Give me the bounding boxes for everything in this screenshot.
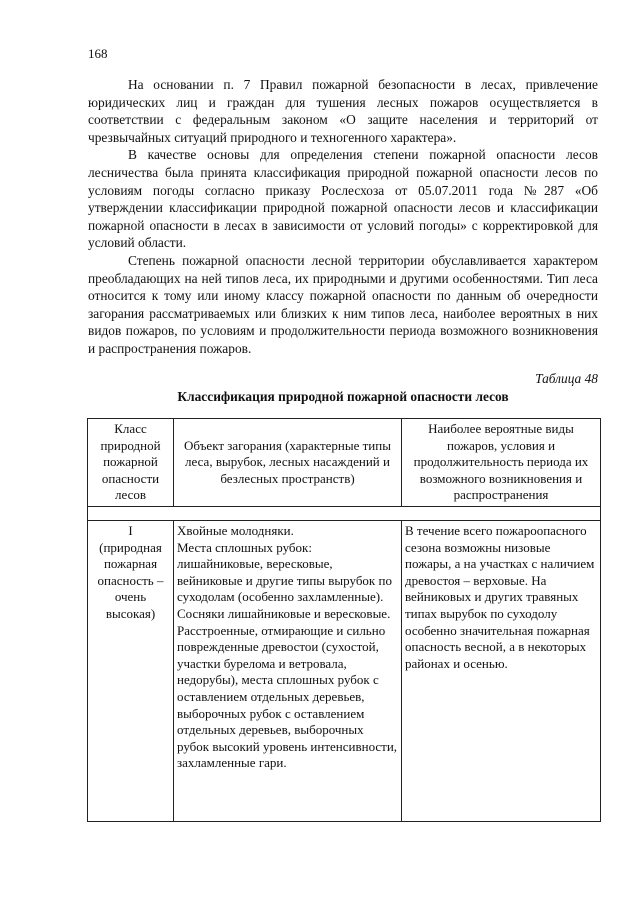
table-caption: Таблица 48 [535, 371, 598, 386]
class-numeral: I [128, 522, 133, 538]
fire-danger-classification-table [87, 418, 601, 822]
page-number: 168 [88, 46, 108, 61]
table-row [88, 520, 601, 821]
table-header-row [88, 419, 601, 507]
header-fires: Наиболее вероятные виды пожаров, условия и продолжительность периода их возможного возникновения и распространения [402, 419, 601, 507]
header-class: Класс природной пожарной опасности лесов [88, 419, 174, 507]
object-text-line-1: Хвойные молодняки. [177, 522, 294, 538]
paragraph-classification-basis: В качестве основы для определения степени пожарной опасности лесов лесничества была принята классификация природной пожарной опасности лесов по условиям погоды согласно приказу Рослесхоза от 05.07.2011 года №287 «Об утверждении классификации природной пожарной опасности лесов и классификации пожарной опасности в лесах в зависимости от условий погоды» с корректировкой для условий области. [88, 147, 598, 251]
table-spacer-row [88, 506, 601, 520]
paragraph-fire-danger-degree: Степень пожарной опасности лесной территории обуславливается характером преобладающих на ней типов леса, их природными и другими особенностями. Тип леса относится к тому или иному классу пожарной опасности по данным об очередности загорания рассматриваемых или близких к ним типов леса, наиболее вероятных в них видов пожаров, по условиям и продолжительности периода возможного возникновения и распространения пожаров. [88, 252, 598, 356]
paragraph-legal-basis: На основании п. 7 Правил пожарной безопасности в лесах, привлечение юридических лиц и граждан для тушения лесных пожаров осуществляется в соответствии с федеральным законом «О защите населения и территорий от чрезвычайных ситуаций природного и техногенного характера». [88, 77, 598, 145]
object-text-line-2: Места сплошных рубок: лишайниковые, вересковые, вейниковые и другие типы вырубок по суходолам (особенно захламленные). Сосняки лишайниковые и вересковые. Расстроенные, отмирающие и сильно поврежденные древостои (сухостой, участки бурелома и ветровала, недорубы), места сплошных рубок с оставлением отдельных деревьев, выборочных рубок с оставлением отдельных деревьев, выборочных рубок высокий уровень интенсивности, захламленные гари. [177, 539, 398, 771]
fires-cell: В течение всего пожароопасного сезона возможны низовые пожары, а на участках с наличием древостоя – верховые. На вейниковых и других травяных типах вырубок по суходолу особенно значительная пожарная опасность весной, а в некоторых районах и осенью. [402, 520, 601, 821]
body-text [88, 76, 598, 358]
object-cell [174, 520, 402, 821]
class-cell [88, 520, 174, 821]
spacer-cell [88, 506, 601, 520]
class-label: (природная пожарная опасность – очень высокая) [97, 539, 164, 621]
header-object: Объект загорания (характерные типы леса, вырубок, лесных насаждений и безлесных пространств) [174, 419, 402, 507]
table-title: Классификация природной пожарной опасности лесов [177, 389, 509, 404]
